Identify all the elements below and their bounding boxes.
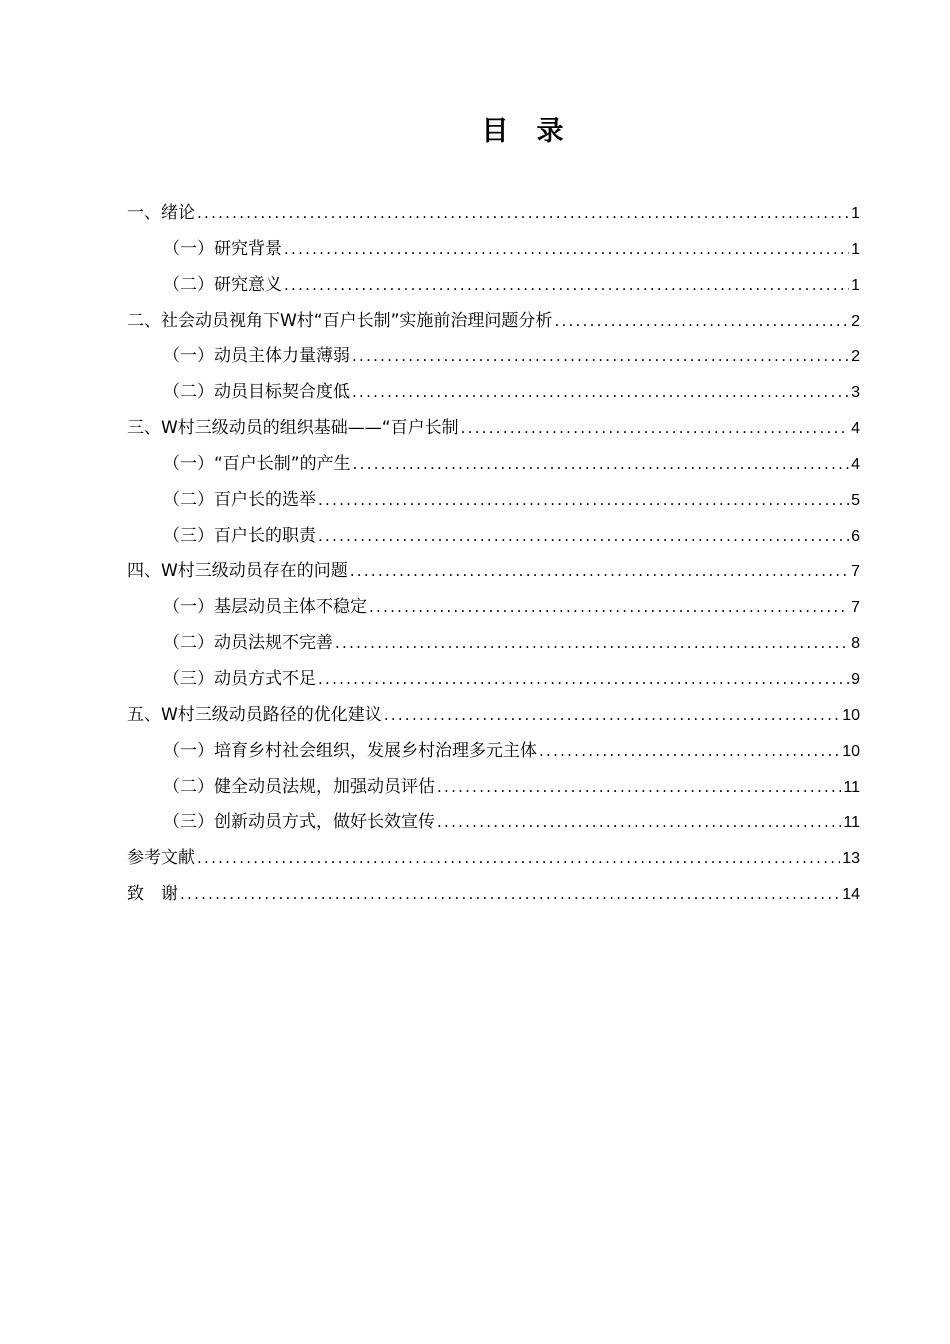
toc-entry-label: （二）动员法规不完善 xyxy=(163,633,333,654)
toc-dot-leader xyxy=(352,339,849,375)
toc-entry[interactable] xyxy=(127,232,860,268)
toc-dot-leader xyxy=(318,483,849,519)
toc-entry-page-number: 1 xyxy=(851,240,860,258)
toc-entry-label: 四、W村三级动员存在的问题 xyxy=(127,561,348,582)
toc-entry-label: （二）动员目标契合度低 xyxy=(163,382,350,403)
toc-entry-label: （三）创新动员方式，做好长效宣传 xyxy=(163,812,435,833)
toc-entry-label: （二）百户长的选举 xyxy=(163,489,316,510)
toc-dot-leader xyxy=(461,411,849,447)
toc-entry-label: 致 谢 xyxy=(127,884,178,905)
toc-dot-leader xyxy=(350,554,849,590)
toc-entry-label: （三）百户长的职责 xyxy=(163,525,316,546)
toc-entry-page-number: 7 xyxy=(851,563,860,581)
toc-entry-page-number: 7 xyxy=(851,599,860,617)
toc-entry-label: （一）培育乡村社会组织，发展乡村治理多元主体 xyxy=(163,740,537,761)
toc-dot-leader xyxy=(369,590,849,626)
toc-entry[interactable] xyxy=(127,339,860,375)
toc-entry-label: （二）健全动员法规，加强动员评估 xyxy=(163,776,435,797)
toc-dot-leader xyxy=(437,770,841,806)
toc-entry[interactable] xyxy=(127,483,860,519)
toc-entry[interactable] xyxy=(127,662,860,698)
toc-dot-leader xyxy=(284,232,849,268)
toc-entry-page-number: 2 xyxy=(851,312,860,330)
toc-entry[interactable] xyxy=(127,519,860,555)
toc-dot-leader xyxy=(554,304,849,340)
toc-entry-page-number: 10 xyxy=(842,706,860,724)
toc-entry-page-number: 11 xyxy=(843,778,860,796)
toc-entry[interactable] xyxy=(127,626,860,662)
toc-entry[interactable] xyxy=(127,805,860,841)
toc-entry-page-number: 6 xyxy=(851,527,860,545)
toc-entry-page-number: 2 xyxy=(851,348,860,366)
toc-entry-label: 三、W村三级动员的组织基础——“百户长制 xyxy=(127,418,459,439)
toc-dot-leader xyxy=(318,519,849,555)
toc-entry-label: （三）动员方式不足 xyxy=(163,668,316,689)
toc-entry[interactable] xyxy=(127,734,860,770)
toc-dot-leader xyxy=(197,196,849,232)
toc-entry[interactable] xyxy=(127,770,860,806)
toc-entry-label: （一）研究背景 xyxy=(163,238,282,259)
toc-entry-label: 参考文献 xyxy=(127,848,195,869)
toc-entry[interactable] xyxy=(127,877,860,913)
toc-dot-leader xyxy=(539,734,840,770)
toc-entry[interactable] xyxy=(127,447,860,483)
toc-entry[interactable] xyxy=(127,698,860,734)
toc-dot-leader xyxy=(318,662,849,698)
toc-entry-page-number: 4 xyxy=(851,455,860,473)
toc-dot-leader xyxy=(180,877,840,913)
toc-entry-label: （一）“百户长制”的产生 xyxy=(163,453,351,474)
toc-dot-leader xyxy=(197,841,840,877)
toc-entry[interactable] xyxy=(127,375,860,411)
toc-entry-label: 一、绪论 xyxy=(127,203,195,223)
toc-entry-label: （一）动员主体力量薄弱 xyxy=(163,346,350,367)
toc-entry[interactable] xyxy=(127,841,860,877)
toc-entry-page-number: 13 xyxy=(842,850,860,868)
toc-entry-page-number: 1 xyxy=(851,276,860,294)
toc-dot-leader xyxy=(284,268,849,304)
toc-entry[interactable] xyxy=(127,196,860,232)
toc-entry-page-number: 1 xyxy=(851,205,860,222)
toc-entry[interactable] xyxy=(127,411,860,447)
toc-entry-page-number: 9 xyxy=(851,670,860,688)
toc-entry-label: 二、社会动员视角下W村“百户长制”实施前治理问题分析 xyxy=(127,310,553,331)
toc-entry-label: （二）研究意义 xyxy=(163,274,282,295)
toc-entry[interactable] xyxy=(127,590,860,626)
toc-entry-page-number: 5 xyxy=(851,491,860,509)
toc-dot-leader xyxy=(353,447,849,483)
toc-entry[interactable] xyxy=(127,268,860,304)
toc-dot-leader xyxy=(352,375,849,411)
toc-entry-page-number: 3 xyxy=(851,384,860,402)
toc-dot-leader xyxy=(335,626,849,662)
toc-entry-page-number: 14 xyxy=(842,886,860,904)
toc-title-char-1: 目 xyxy=(481,116,509,147)
toc-entry-page-number: 11 xyxy=(843,814,860,832)
toc-entry[interactable] xyxy=(127,554,860,590)
toc-list xyxy=(127,196,860,913)
toc-title-char-2: 录 xyxy=(536,116,564,147)
toc-title xyxy=(0,112,950,152)
toc-entry-label: 五、W村三级动员路径的优化建议 xyxy=(127,704,382,725)
toc-dot-leader xyxy=(384,698,840,734)
toc-entry-page-number: 8 xyxy=(851,635,860,653)
toc-entry-label: （一）基层动员主体不稳定 xyxy=(163,597,367,618)
toc-entry-page-number: 10 xyxy=(842,742,860,760)
toc-entry[interactable] xyxy=(127,304,860,340)
toc-entry-page-number: 4 xyxy=(851,420,860,438)
toc-dot-leader xyxy=(437,805,841,841)
